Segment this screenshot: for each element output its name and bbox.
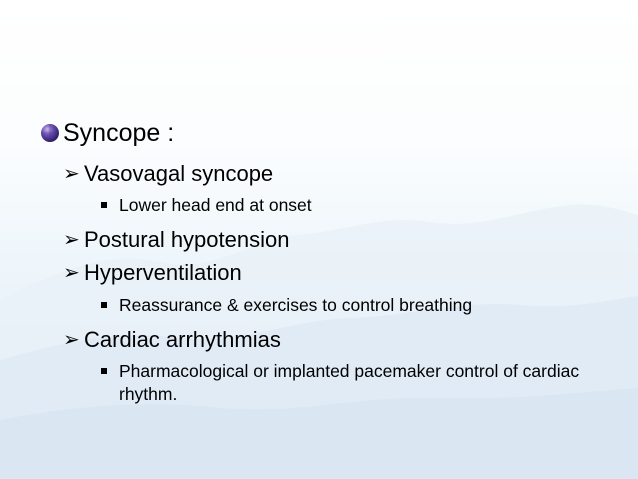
list-item-hyperventilation [63,260,242,286]
list-item-vasovagal [63,161,273,187]
purple-ball-icon [40,123,60,143]
heading-text: Syncope : [63,119,175,147]
sub-item-text: Lower head end at onset [119,195,312,215]
square-bullet-icon [101,368,107,374]
list-item-label: Vasovagal syncope [84,161,274,186]
list-item-label: Cardiac arrhythmias [84,327,281,352]
arrow-bullet-icon: ➢ [63,262,80,284]
square-bullet-icon [101,202,107,208]
list-item-label: Hyperventilation [84,260,242,285]
sub-item-text: Reassurance & exercises to control breathing [119,295,473,315]
arrow-bullet-icon: ➢ [63,229,80,251]
list-item-cardiac [63,327,281,353]
list-item-label: Postural hypotension [84,227,290,252]
arrow-bullet-icon: ➢ [63,163,80,185]
list-item-postural [63,227,289,253]
sub-item-text: Pharmacological or implanted pacemaker control of cardiac rhythm. [119,361,580,404]
arrow-bullet-icon: ➢ [63,329,80,351]
heading-row [40,118,174,148]
sub-item [101,294,601,317]
sub-item [101,360,586,406]
square-bullet-icon [101,302,107,308]
sub-item [101,194,601,217]
